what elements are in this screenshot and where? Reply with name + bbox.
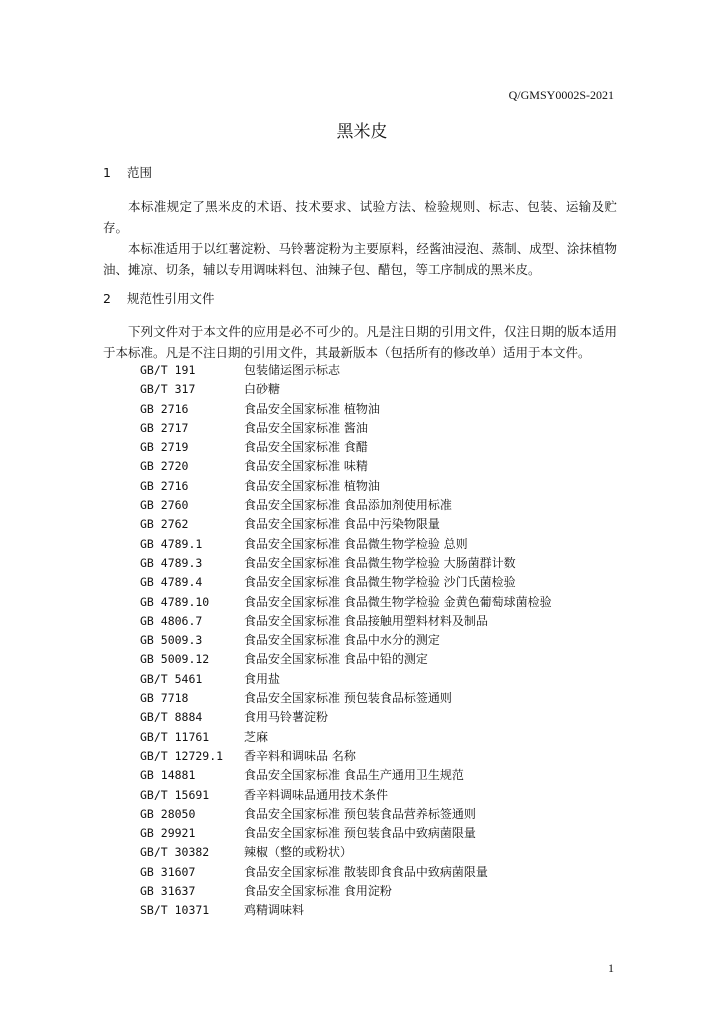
reference-code: GB 7718	[140, 691, 189, 706]
reference-title: 食品安全国家标准 植物油	[244, 478, 380, 493]
reference-code: GB 2717	[140, 420, 189, 435]
reference-title: 白砂糖	[244, 382, 281, 397]
section-title: 范围	[127, 165, 153, 180]
reference-title: 食品安全国家标准 预包装食品标签通则	[244, 691, 452, 706]
reference-row	[140, 766, 552, 785]
reference-title: 食品安全国家标准 食品中铅的测定	[244, 652, 428, 667]
reference-code: GB 4789.1	[140, 536, 203, 551]
reference-code: GB 2716	[140, 478, 189, 493]
reference-row	[140, 515, 552, 534]
reference-code: GB/T 8884	[140, 710, 203, 725]
reference-title: 食品安全国家标准 食品中污染物限量	[244, 517, 440, 532]
reference-title: 香辛料和调味品 名称	[244, 748, 356, 763]
reference-row	[140, 400, 552, 419]
reference-title: 食用盐	[244, 671, 281, 686]
scope-paragraph-1: 本标准规定了黑米皮的术语、技术要求、试验方法、检验规则、标志、包装、运输及贮存。	[103, 199, 617, 235]
reference-row	[140, 631, 552, 650]
reference-title: 食品安全国家标准 食品添加剂使用标准	[244, 498, 452, 513]
reference-code: GB/T 191	[140, 363, 196, 377]
reference-row	[140, 708, 552, 727]
reference-code: GB 2762	[140, 517, 189, 532]
reference-row	[140, 843, 552, 862]
reference-row	[140, 419, 552, 438]
reference-code: GB 2719	[140, 440, 189, 455]
reference-code: GB 2760	[140, 498, 189, 513]
document-title: 黑米皮	[336, 122, 388, 142]
reference-title: 食品安全国家标准 食品微生物学检验 总则	[244, 536, 468, 551]
reference-title: 食品安全国家标准 食品微生物学检验 金黄色葡萄球菌检验	[244, 594, 552, 609]
reference-code: GB 4806.7	[140, 613, 203, 628]
reference-row	[140, 457, 552, 476]
reference-title: 包装储运图示标志	[244, 363, 341, 377]
reference-title: 食品安全国家标准 食醋	[244, 440, 368, 455]
section-number: 1	[103, 165, 111, 180]
reference-title: 食品安全国家标准 食用淀粉	[244, 884, 392, 899]
reference-code: GB 28050	[140, 806, 196, 821]
reference-title: 食品安全国家标准 散装即食食品中致病菌限量	[244, 864, 488, 879]
reference-row	[140, 670, 552, 689]
reference-code: GB 2720	[140, 459, 189, 474]
reference-code: GB 5009.3	[140, 633, 203, 648]
reference-row	[140, 438, 552, 457]
reference-row	[140, 573, 552, 592]
reference-title: 食品安全国家标准 酱油	[244, 420, 368, 435]
section-title: 规范性引用文件	[127, 291, 215, 306]
reference-code: GB/T 317	[140, 382, 196, 397]
reference-row	[140, 786, 552, 805]
reference-title: 食品安全国家标准 植物油	[244, 401, 380, 416]
reference-row	[140, 612, 552, 631]
reference-title: 食品安全国家标准 食品生产通用卫生规范	[244, 768, 464, 783]
reference-row	[140, 747, 552, 766]
reference-row	[140, 689, 552, 708]
reference-row	[140, 380, 552, 399]
reference-code: GB 31607	[140, 864, 196, 879]
scope-paragraph-2: 本标准适用于以红薯淀粉、马铃薯淀粉为主要原料，经酱油浸泡、蒸制、成型、涂抹植物油、摊凉、切条，辅以专用调味料包、油辣子包、醋包，等工序制成的黑米皮。	[103, 241, 617, 277]
section-number: 2	[103, 291, 111, 306]
reference-title: 食品安全国家标准 食品微生物学检验 沙门氏菌检验	[244, 575, 516, 590]
reference-title: 食用马铃薯淀粉	[244, 710, 329, 725]
reference-code: GB/T 5461	[140, 671, 203, 686]
reference-title: 食品安全国家标准 预包装食品营养标签通则	[244, 806, 476, 821]
reference-title: 食品安全国家标准 食品接触用塑料材料及制品	[244, 613, 488, 628]
reference-row	[140, 496, 552, 515]
reference-code: GB/T 11761	[140, 729, 210, 744]
reference-row	[140, 882, 552, 901]
reference-code: GB 5009.12	[140, 652, 210, 667]
reference-title: 食品安全国家标准 味精	[244, 459, 368, 474]
reference-title: 食品安全国家标准 预包装食品中致病菌限量	[244, 826, 476, 841]
reference-code: GB 31637	[140, 884, 196, 899]
document-code: Q/GMSY0002S-2021	[508, 88, 614, 102]
reference-row	[140, 361, 552, 380]
section-1-heading	[103, 163, 152, 181]
reference-code: GB/T 30382	[140, 845, 210, 860]
reference-code: GB/T 15691	[140, 787, 210, 802]
reference-code: GB 2716	[140, 401, 189, 416]
reference-row	[140, 554, 552, 573]
reference-row	[140, 728, 552, 747]
reference-code: GB 4789.3	[140, 555, 203, 570]
reference-row	[140, 650, 552, 669]
reference-row	[140, 805, 552, 824]
reference-code: GB 4789.4	[140, 575, 203, 590]
reference-title: 鸡精调味料	[244, 903, 305, 918]
reference-row	[140, 824, 552, 843]
reference-code: GB 4789.10	[140, 594, 210, 609]
reference-title: 芝麻	[244, 729, 269, 744]
references-intro: 下列文件对于本文件的应用是必不可少的。凡是注日期的引用文件，仅注日期的版本适用于本标准。凡是不注日期的引用文件，其最新版本（包括所有的修改单）适用于本文件。	[103, 324, 617, 360]
reference-title: 香辛料调味品通用技术条件	[244, 787, 389, 802]
reference-row	[140, 593, 552, 612]
reference-title: 辣椒（整的或粉状）	[244, 845, 353, 860]
reference-title: 食品安全国家标准 食品中水分的测定	[244, 633, 440, 648]
reference-code: GB 29921	[140, 826, 196, 841]
reference-list	[140, 361, 552, 921]
reference-row	[140, 863, 552, 882]
section-2-heading	[103, 289, 215, 307]
reference-code: GB/T 12729.1	[140, 748, 224, 763]
reference-code: SB/T 10371	[140, 903, 210, 918]
page-number: 1	[608, 961, 614, 975]
reference-title: 食品安全国家标准 食品微生物学检验 大肠菌群计数	[244, 555, 516, 570]
reference-row	[140, 901, 552, 920]
reference-row	[140, 477, 552, 496]
reference-code: GB 14881	[140, 768, 196, 783]
reference-row	[140, 535, 552, 554]
